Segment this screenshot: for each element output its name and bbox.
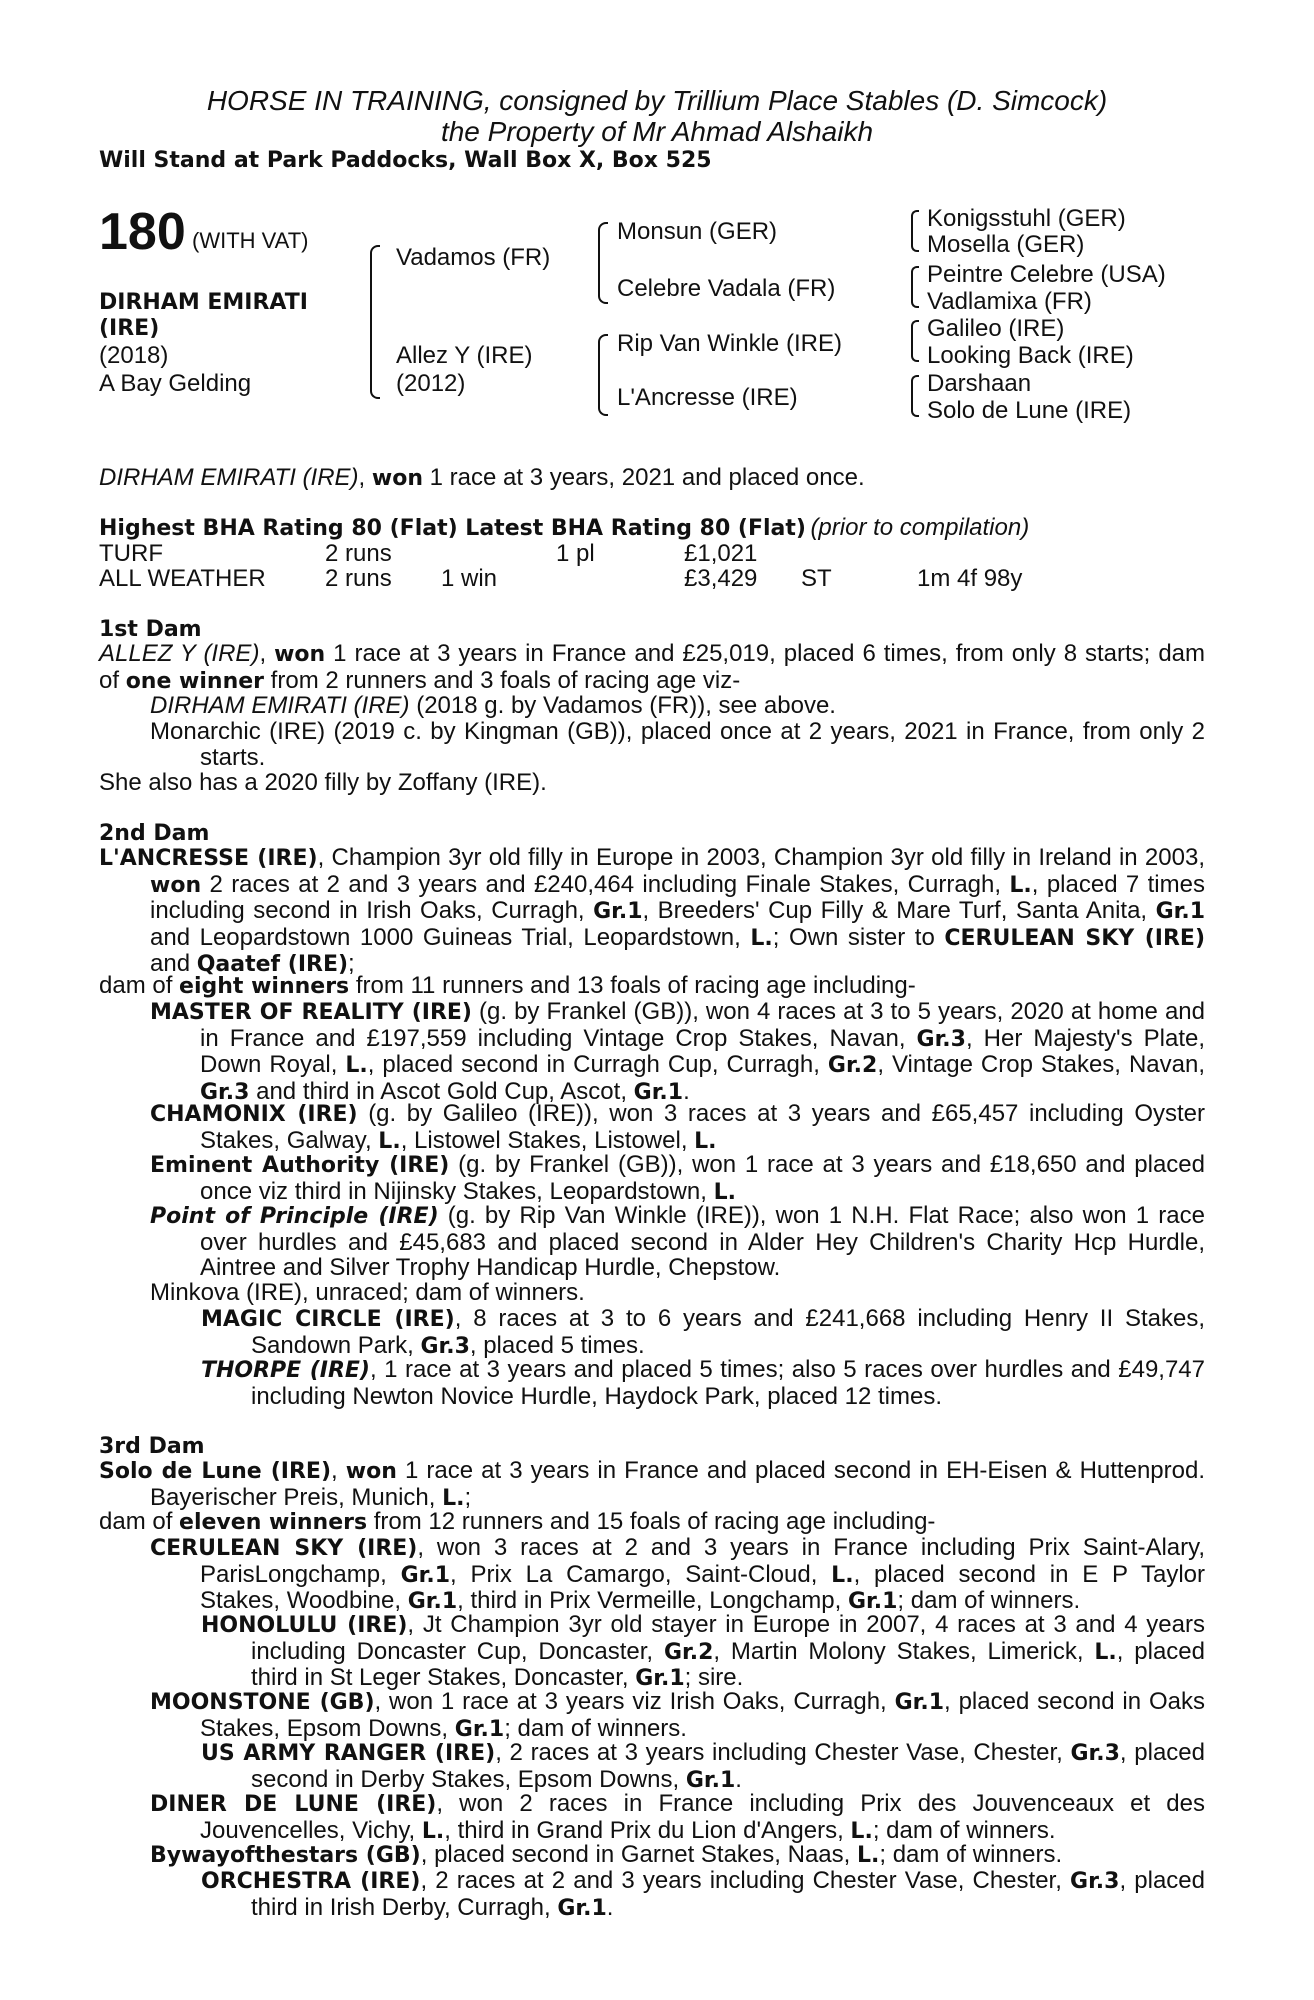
grandfoal-us-army-ranger: US ARMY RANGER (IRE), 2 races at 3 years including Chester Vase, Chester, Gr.3, placed second in Derby Stakes, Epsom Downs, Gr.1. (201, 1739, 1205, 1793)
vat-note: (WITH VAT) (192, 228, 309, 253)
grandfoal-honolulu: HONOLULU (IRE), Jt Champion 3yr old stayer in Europe in 2007, 4 races at 3 and 4 years including Doncaster Cup, Doncaster, Gr.2, Martin Molony Stakes, Limerick, L., placed third in St Leger Stakes, Doncaster, Gr.1; sire. (201, 1611, 1206, 1692)
brace-dd (911, 375, 919, 417)
dam-name: Allez Y (IRE) (396, 342, 533, 369)
foal-master-of-reality: MASTER OF REALITY (IRE) (g. by Frankel (GB)), won 4 races at 3 to 5 years, 2020 at home and in France and £197,559 including Vintage Crop Stakes, Navan, Gr.3, Her Majesty's Plate, Down Royal, L., placed second in Curragh Cup, Curragh, Gr.2, Vintage Crop Stakes, Navan, Gr.3 and third in Ascot Gold Cup, Ascot, Gr.1. (150, 998, 1205, 1105)
owner-line: the Property of Mr Ahmad Alshaikh (440, 116, 874, 147)
sire-dam: Celebre Vadala (FR) (617, 275, 836, 302)
third-dam-record: Solo de Lune (IRE), won 1 race at 3 years in France and placed second in EH-Eisen & Huttenprod. Bayerischer Preis, Munich, L.; (99, 1457, 1205, 1511)
dam-sire-sire: Galileo (IRE) (927, 315, 1065, 342)
sire-name: Vadamos (FR) (396, 244, 551, 271)
first-dam-foal-1: DIRHAM EMIRATI (IRE) (2018 g. by Vadamos (FR)), see above. (150, 692, 836, 719)
aw-distance: 1m 4f 98y (917, 565, 1023, 592)
horse-year: (2018) (99, 342, 169, 369)
aw-money: £3,429 (684, 565, 758, 592)
turf-surface: TURF (99, 540, 163, 567)
first-dam-foal-2: Monarchic (IRE) (2019 c. by Kingman (GB)), placed once at 2 years, 2021 in France, from only 2 starts. (150, 718, 1205, 771)
aw-runs: 2 runs (325, 565, 392, 592)
first-dam-note: She also has a 2020 filly by Zoffany (IRE). (99, 769, 547, 796)
horse-name: DIRHAM EMIRATI (99, 290, 308, 315)
aw-going: ST (801, 565, 832, 592)
aw-wins: 1 win (441, 565, 498, 592)
brace-ds (911, 320, 919, 362)
second-dam-heading: 2nd Dam (99, 821, 210, 846)
dam-sire-dam: Looking Back (IRE) (927, 342, 1134, 369)
brace-sd (911, 266, 919, 308)
sire-brace (370, 245, 380, 399)
first-dam-record: ALLEZ Y (IRE), won 1 race at 3 years in France and £25,019, placed 6 times, from only 8 starts; dam of one winner from 2 runners and 3 foals of racing age viz- (99, 640, 1205, 694)
dam-line-brace (598, 334, 608, 416)
first-dam-heading: 1st Dam (99, 617, 202, 642)
sire-line-brace (598, 222, 608, 304)
aw-surface: ALL WEATHER (99, 565, 266, 592)
grandfoal-orchestra: ORCHESTRA (IRE), 2 races at 2 and 3 years including Chester Vase, Chester, Gr.3, placed third in Irish Derby, Curragh, Gr.1. (201, 1867, 1205, 1921)
dam-year: (2012) (396, 370, 466, 397)
third-dam-heading: 3rd Dam (99, 1434, 205, 1459)
dam-dam: L'Ancresse (IRE) (617, 384, 798, 411)
foal-point-of-principle: Point of Principle (IRE) (g. by Rip Van Winkle (IRE)), won 1 N.H. Flat Race; also won 1 race over hurdles and £45,683 and placed second in Alder Hey Children's Charity Hcp Hurdle, Aintree and Silver Trophy Handicap Hurdle, Chepstow. (150, 1202, 1205, 1282)
sire-sire-dam: Mosella (GER) (927, 231, 1085, 258)
horse-description: A Bay Gelding (99, 370, 252, 397)
foal-bywayofthestars: Bywayofthestars (GB), placed second in Garnet Stakes, Naas, L.; dam of winners. (150, 1841, 1063, 1868)
foal-moonstone: MOONSTONE (GB), won 1 race at 3 years viz Irish Oaks, Curragh, Gr.1, placed second in Oaks Stakes, Epsom Downs, Gr.1; dam of winners. (150, 1688, 1205, 1742)
brace-ss (911, 210, 919, 252)
sire-sire-sire: Konigsstuhl (GER) (927, 205, 1126, 232)
grandfoal-thorpe: THORPE (IRE), 1 race at 3 years and placed 5 times; also 5 races over hurdles and £49,747 including Newton Novice Hurdle, Haydock Park, placed 12 times. (201, 1356, 1205, 1410)
dam-sire: Rip Van Winkle (IRE) (617, 330, 842, 357)
lot-number: 180 (99, 203, 186, 261)
turf-placed: 1 pl (556, 540, 595, 567)
bha-rating: Highest BHA Rating 80 (Flat) Latest BHA Rating 80 (Flat) (prior to compilation) (99, 514, 1030, 541)
sire-dam-dam: Vadlamixa (FR) (927, 288, 1092, 315)
sire-sire: Monsun (GER) (617, 218, 778, 245)
turf-money: £1,021 (684, 540, 758, 567)
dam-dam-sire: Darshaan (927, 370, 1032, 397)
sire-dam-sire: Peintre Celebre (USA) (927, 261, 1166, 288)
dam-dam-dam: Solo de Lune (IRE) (927, 397, 1132, 424)
foal-eminent-authority: Eminent Authority (IRE) (g. by Frankel (GB)), won 1 race at 3 years and £18,650 and placed once viz third in Nijinsky Stakes, Leopardstown, L. (150, 1151, 1205, 1205)
stand-location: Will Stand at Park Paddocks, Wall Box X, Box 525 (99, 148, 712, 173)
consignor-line: HORSE IN TRAINING, consigned by Trillium Place Stables (D. Simcock) (206, 85, 1108, 116)
turf-runs: 2 runs (325, 540, 392, 567)
grandfoal-magic-circle: MAGIC CIRCLE (IRE), 8 races at 3 to 6 years and £241,668 including Henry II Stakes, Sandown Park, Gr.3, placed 5 times. (201, 1305, 1205, 1359)
race-summary: DIRHAM EMIRATI (IRE), won 1 race at 3 years, 2021 and placed once. (99, 464, 865, 491)
foal-chamonix: CHAMONIX (IRE) (g. by Galileo (IRE)), won 3 races at 3 years and £65,457 including Oyster Stakes, Galway, L., Listowel Stakes, Listowel, L. (150, 1100, 1205, 1154)
third-dam-produce: dam of eleven winners from 12 runners and 15 foals of racing age including- (99, 1508, 936, 1535)
second-dam-produce: dam of eight winners from 11 runners and 13 foals of racing age including- (99, 972, 916, 999)
foal-cerulean-sky: CERULEAN SKY (IRE), won 3 races at 2 and 3 years in France including Prix Saint-Alary, ParisLongchamp, Gr.1, Prix La Camargo, Saint-Cloud, L., placed second in E P Taylor Stakes, Woodbine, Gr.1, third in Prix Vermeille, Longchamp, Gr.1; dam of winners. (150, 1534, 1206, 1615)
second-dam-record: L'ANCRESSE (IRE), Champion 3yr old filly in Europe in 2003, Champion 3yr old filly in Ireland in 2003, won 2 races at 2 and 3 years and £240,464 including Finale Stakes, Curragh, L., placed 7 times including second in Irish Oaks, Curragh, Gr.1, Breeders' Cup Filly & Mare Turf, Santa Anita, Gr.1 and Leopardstown 1000 Guineas Trial, Leopardstown, L.; Own sister to CERULEAN SKY (IRE) and Qaatef (IRE); (99, 844, 1205, 978)
foal-minkova: Minkova (IRE), unraced; dam of winners. (150, 1279, 585, 1306)
foal-diner-de-lune: DINER DE LUNE (IRE), won 2 races in France including Prix des Jouvenceaux et des Jouvencelles, Vichy, L., third in Grand Prix du Lion d'Angers, L.; dam of winners. (150, 1790, 1205, 1844)
horse-suffix: (IRE) (99, 316, 160, 341)
